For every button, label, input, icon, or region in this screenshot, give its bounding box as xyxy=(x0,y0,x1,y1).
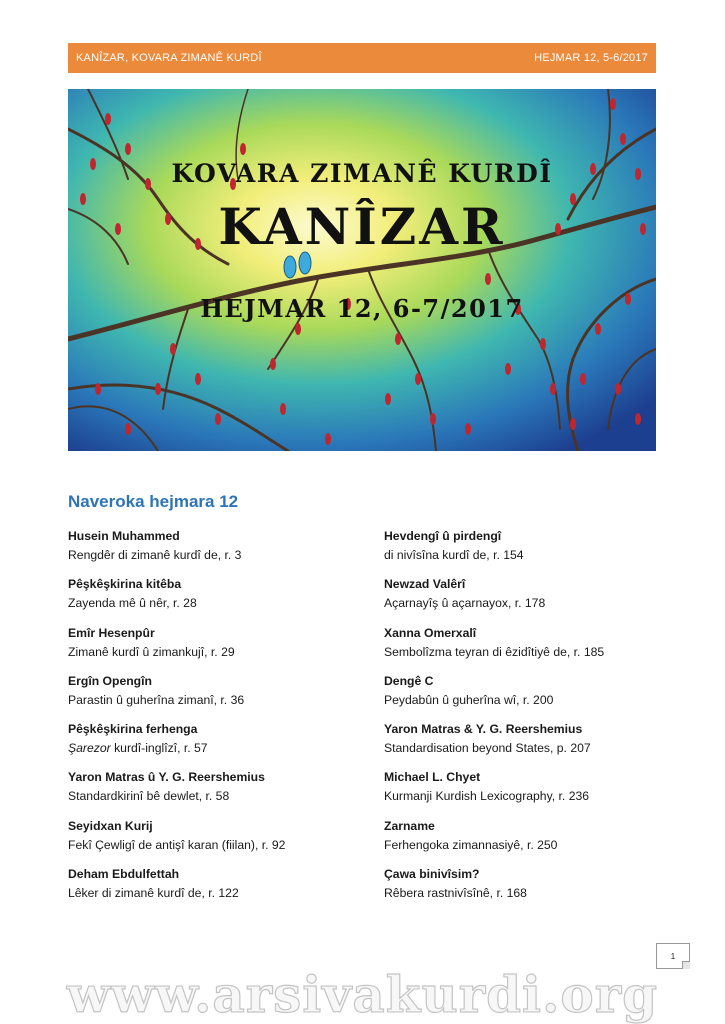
toc-author: Zarname xyxy=(384,818,435,833)
toc-title: Sembolîzma teyran di êzidîtiyê de, r. 185 xyxy=(384,644,605,659)
toc-author: Hevdengî û pirdengî xyxy=(384,529,502,543)
toc-title: Zimanê kurdî û zimankujî, r. 29 xyxy=(68,644,235,659)
toc-title: di nivîsîna kurdî de, r. 154 xyxy=(384,548,524,562)
toc-title: Lêker di zimanê kurdî de, r. 122 xyxy=(68,886,239,901)
toc-author: Pêşkêşkirina ferhenga xyxy=(68,722,198,737)
toc-title: Parastin û guherîna zimanî, r. 36 xyxy=(68,692,245,707)
toc-entry[interactable] xyxy=(384,624,674,672)
toc-entry[interactable] xyxy=(384,768,674,816)
toc-column-left xyxy=(68,527,358,913)
toc-title: Ferhengoka zimannasiyê, r. 250 xyxy=(384,837,558,852)
toc-author: Çawa binivîsim? xyxy=(384,867,480,882)
toc-title: Standardkirinî bê dewlet, r. 58 xyxy=(68,789,230,804)
toc-entry[interactable] xyxy=(68,865,358,913)
toc-title: Rêbera rastnivîsînê, r. 168 xyxy=(384,886,527,901)
toc-title: Peydabûn û guherîna wî, r. 200 xyxy=(384,692,554,707)
header-issue: HEJMAR 12, 5-6/2017 xyxy=(534,52,648,64)
toc-entry[interactable] xyxy=(68,768,358,816)
toc-author: Pêşkêşkirina kitêba xyxy=(68,577,182,592)
toc-entry[interactable] xyxy=(384,720,674,768)
toc-entry[interactable] xyxy=(68,720,358,768)
toc-author: Husein Muhammed xyxy=(68,529,180,543)
toc-author: Newzad Valêrî xyxy=(384,577,466,592)
toc-title xyxy=(68,739,358,758)
cover-subtitle: KOVARA ZIMANÊ KURDÎ xyxy=(171,159,553,188)
toc-entry[interactable] xyxy=(384,527,674,575)
toc-entry[interactable] xyxy=(384,575,674,623)
toc-title: Fekî Çewligî de antişî karan (fiilan), r. 92 xyxy=(68,837,286,852)
toc-column-right xyxy=(384,527,674,913)
toc-author: Xanna Omerxalî xyxy=(384,625,477,640)
toc-entry[interactable] xyxy=(384,672,674,720)
toc-author: Emîr Hesenpûr xyxy=(68,625,155,640)
cover-painting xyxy=(68,89,656,451)
toc-author: Ergîn Opengîn xyxy=(68,673,152,688)
toc-title: Zayenda mê û nêr, r. 28 xyxy=(68,596,197,611)
toc-author: Yaron Matras & Y. G. Reershemius xyxy=(384,722,583,737)
toc-author: Michael L. Chyet xyxy=(384,770,481,785)
toc-entry[interactable] xyxy=(384,865,674,913)
cover-title: KANÎZAR xyxy=(218,197,506,256)
toc-title: Açarnayîş û açarnayox, r. 178 xyxy=(384,596,546,611)
toc-title-italic: Şarezor xyxy=(68,741,111,756)
toc-author: Deham Ebdulfettah xyxy=(68,867,180,882)
running-header xyxy=(68,43,656,73)
header-journal-name: KANÎZAR, KOVARA ZIMANÊ KURDÎ xyxy=(76,52,262,64)
toc-title: Standardisation beyond States, p. 207 xyxy=(384,741,591,756)
toc-author: Seyidxan Kurij xyxy=(68,818,153,833)
toc-entry[interactable] xyxy=(384,817,674,865)
toc-author: Yaron Matras û Y. G. Reershemius xyxy=(68,770,265,785)
toc-entry[interactable] xyxy=(68,672,358,720)
toc-entry[interactable] xyxy=(68,527,358,575)
toc-author: Dengê C xyxy=(384,673,434,688)
toc-title: Rengdêr di zimanê kurdî de, r. 3 xyxy=(68,548,242,562)
watermark: www.arsivakurdi.org xyxy=(66,965,659,1024)
page-number: 1 xyxy=(656,943,690,969)
toc-entry[interactable] xyxy=(68,624,358,672)
toc-entry[interactable] xyxy=(68,575,358,623)
toc-entry[interactable] xyxy=(68,817,358,865)
cover-issue: HEJMAR 12, 6-7/2017 xyxy=(200,294,524,323)
toc-title: Kurmanji Kurdish Lexicography, r. 236 xyxy=(384,789,590,804)
toc-title-rest: kurdî-inglîzî, r. 57 xyxy=(110,741,208,756)
toc-heading: Naveroka hejmara 12 xyxy=(68,492,239,511)
cover-image xyxy=(68,89,656,451)
